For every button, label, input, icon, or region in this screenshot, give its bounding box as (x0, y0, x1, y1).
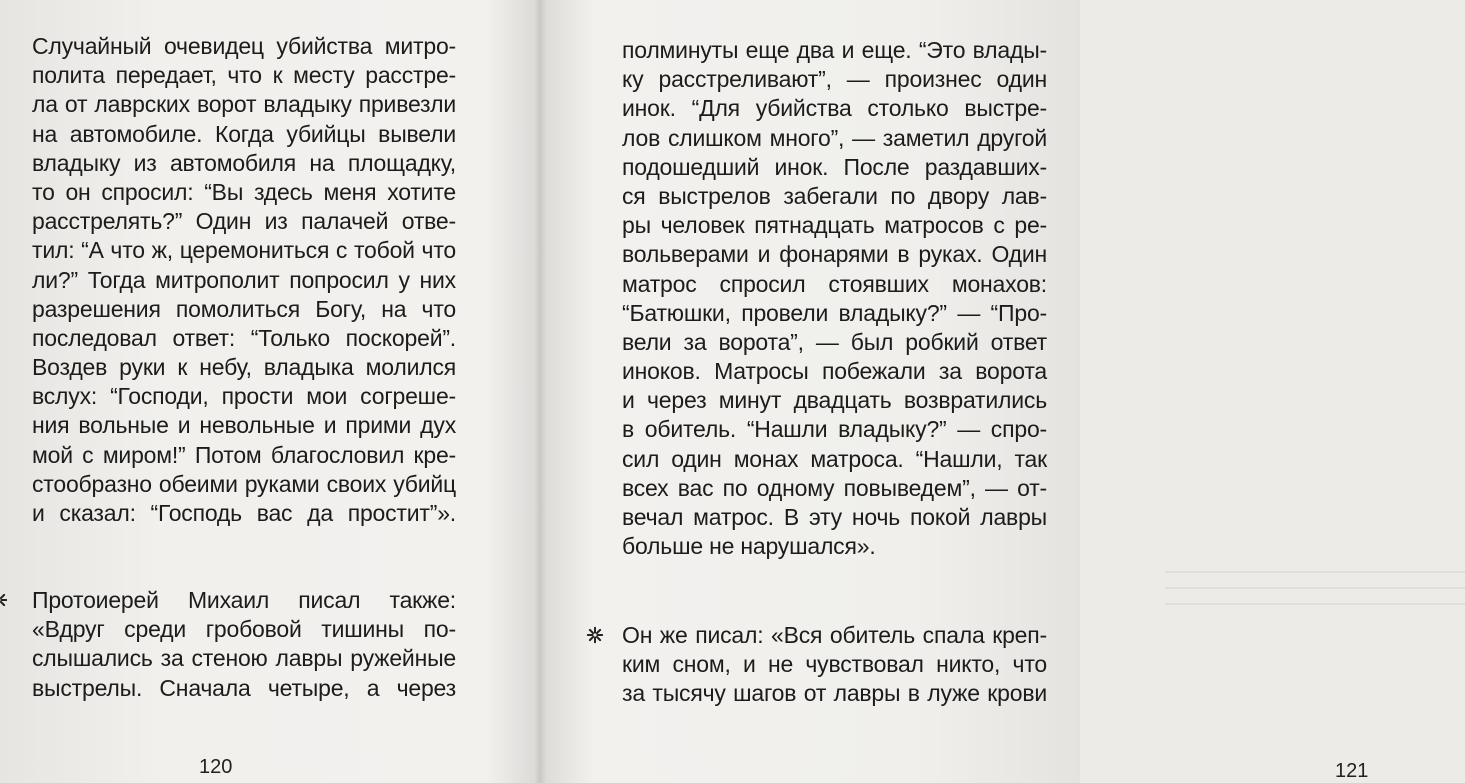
text-line: тил: “А что ж, церемониться с тобой что (32, 237, 456, 264)
text-line: слышались за стеною лавры ружейные (32, 645, 456, 672)
text-line: иноков. Матросы побежали за ворота (622, 358, 1047, 385)
text-line: Он же писал: «Вся обитель спала креп- (622, 622, 1047, 648)
text-line: всех вас по одному повыведем”, — от- (622, 474, 1047, 501)
text-line: выстрелы. Сначала четыре, а через (32, 674, 456, 701)
text-line: ким сном, и не чувствовал никто, что (622, 651, 1047, 678)
text-line: инок. “Для убийства столько выстре- (622, 95, 1047, 122)
text-line: “Батюшки, провели владыку?” — “Про- (622, 299, 1047, 326)
text-line: вольверами и фонарями в руках. Один (622, 241, 1047, 268)
text-line: расстрелять?” Один из палачей отве- (32, 208, 456, 235)
text-line: вслух: “Господи, прости мои согреше- (32, 383, 456, 410)
text-line: мой с миром!” Потом благословил кре- (32, 441, 456, 468)
text-line: ла от лаврских ворот владыку привезли (32, 91, 456, 118)
text-line: вели за ворота”, — был робкий ответ (622, 328, 1047, 355)
text-line: Протоиерей Михаил писал также: (32, 587, 456, 613)
text-line: ры человек пятнадцать матросов с ре- (622, 212, 1047, 239)
text-line: подошедший инок. После раздавших- (622, 153, 1047, 180)
text-line: владыку из автомобиля на площадку, (32, 149, 456, 176)
text-line: полита передает, что к месту расстре- (32, 62, 456, 89)
text-line: стообразно обеими руками своих убийц (32, 470, 456, 497)
page-number: 121 (1335, 760, 1369, 782)
show-through-text (1165, 565, 1465, 610)
text-line: и через минут двадцать возвратились (622, 387, 1047, 414)
text-line: полминуты еще два и еще. “Это влады- (622, 37, 1047, 63)
text-line: Воздев руки к небу, владыка молился (32, 354, 456, 381)
text-line: сил один монах матроса. “Нашли, так (622, 445, 1047, 472)
text-line: за тысячу шагов от лавры в луже крови (622, 680, 1047, 707)
text-line: и сказал: “Господь вас да простит”». (32, 500, 456, 526)
asterisk-flower-icon (586, 626, 604, 644)
text-line: Случайный очевидец убийства митро- (32, 33, 456, 59)
text-line: разрешения помолиться Богу, на что (32, 295, 456, 322)
text-line: лов слишком много”, — заметил другой (622, 124, 1047, 151)
text-line: ся выстрелов забегали по двору лав- (622, 182, 1047, 209)
left-page (0, 0, 540, 783)
left-paragraph-2 (32, 586, 456, 703)
text-line: ния вольные и невольные и прими дух (32, 412, 456, 439)
text-line: на автомобиле. Когда убийцы вывели (32, 120, 456, 147)
left-paragraph-1 (32, 32, 456, 528)
text-line: ку расстреливают”, — произнес один (622, 66, 1047, 93)
text-line: «Вдруг среди гробовой тишины по- (32, 616, 456, 643)
page-number: 120 (199, 756, 233, 778)
text-line: больше не нарушался». (622, 533, 876, 560)
asterisk-flower-icon (0, 591, 8, 609)
text-line: вечал матрос. В эту ночь покой лавры (622, 504, 1047, 530)
text-line: то он спросил: “Вы здесь меня хотите (32, 178, 456, 205)
text-line: ли?” Тогда митрополит попросил у них (32, 266, 456, 293)
text-line: матрос спросил стоявших монахов: (622, 270, 1047, 297)
right-paragraph-1 (622, 36, 1047, 561)
text-line: последовал ответ: “Только поскорей”. (32, 324, 456, 351)
right-paragraph-2 (622, 621, 1047, 709)
text-line: в обитель. “Нашли владыку?” — спро- (622, 416, 1047, 443)
